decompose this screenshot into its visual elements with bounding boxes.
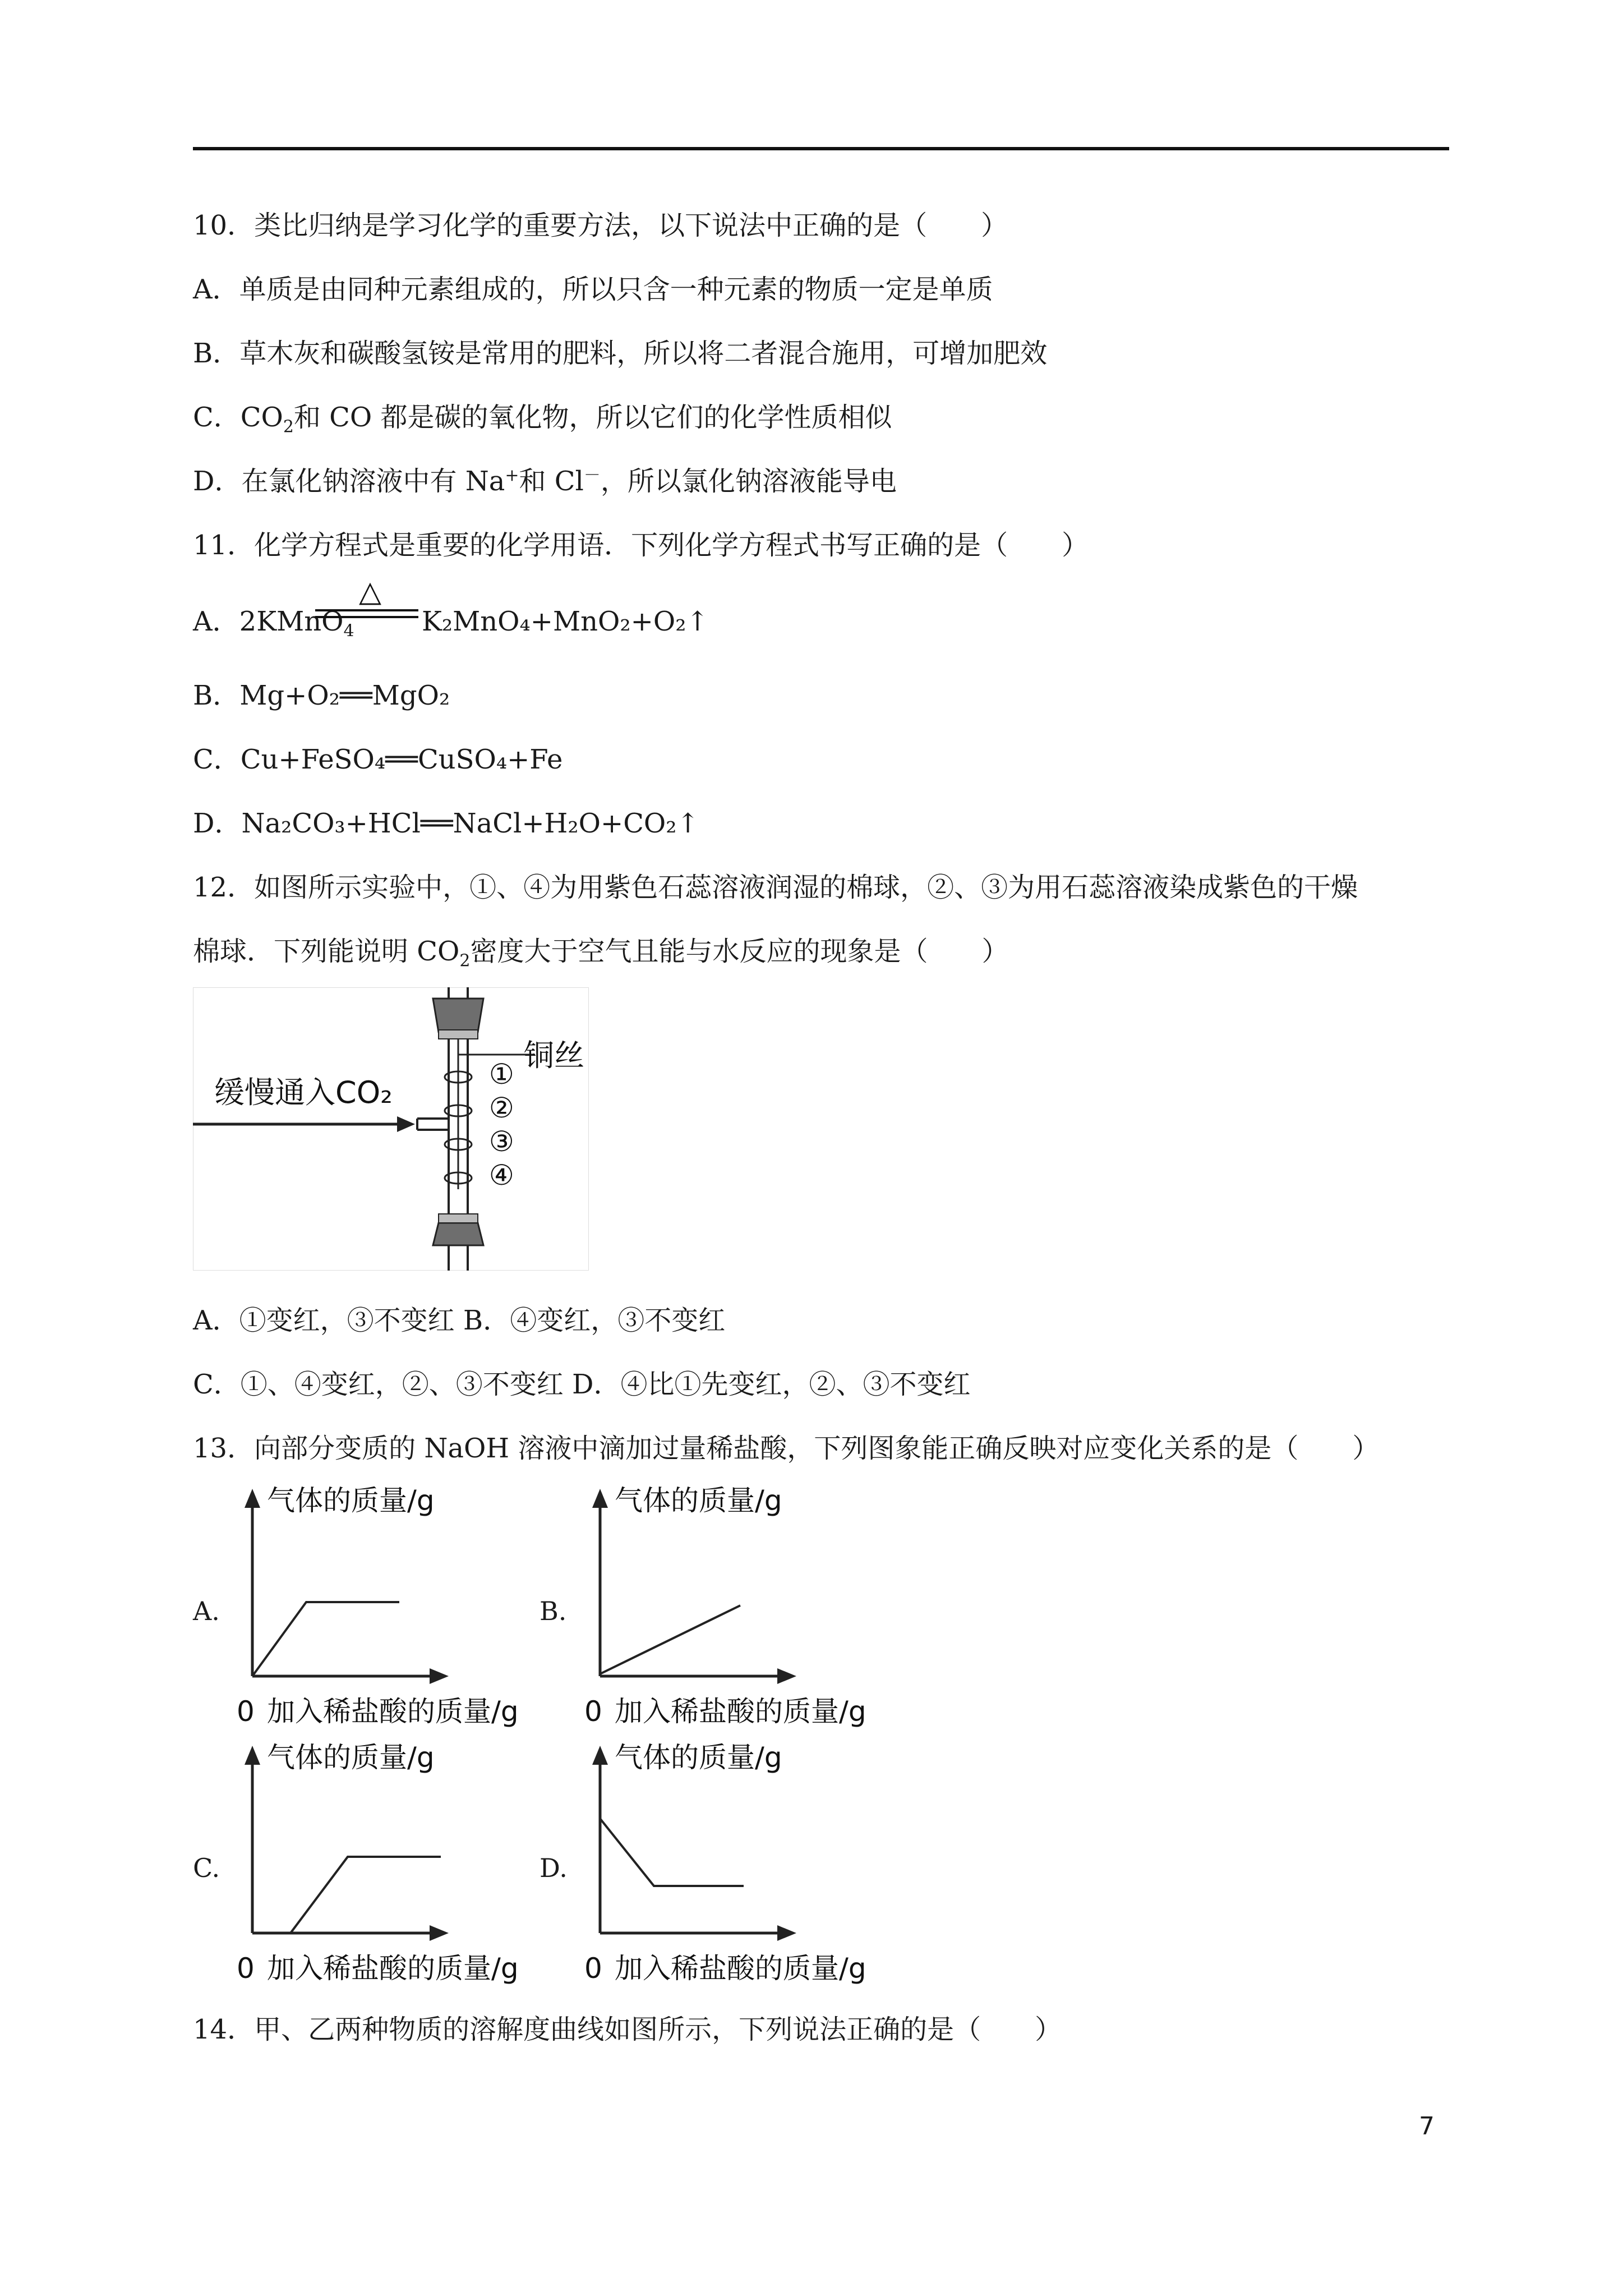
y-axis-label: 气体的质量/g	[267, 1484, 435, 1517]
heating-triangle-icon: △	[359, 575, 381, 609]
q14-stem: 14．甲、乙两种物质的溶解度曲线如图所示，下列说法正确的是（ ）	[193, 2014, 1062, 2045]
origin-label: 0	[584, 1695, 602, 1728]
q13-graph-d	[578, 1738, 880, 1988]
q13-label-a: A.	[193, 1596, 220, 1626]
q13-label-c: C.	[193, 1853, 220, 1883]
x-axis-arrow-icon	[777, 1668, 796, 1684]
y-axis-label: 气体的质量/g	[615, 1741, 782, 1774]
q11-option-d: D．Na₂CO₃+HCl══NaCl+H₂O+CO₂↑	[193, 808, 699, 839]
ball-label-3: ③	[489, 1125, 514, 1158]
origin-label: 0	[237, 1695, 255, 1728]
x-axis-label: 加入稀盐酸的质量/g	[267, 1952, 519, 1985]
q10-option-a: A．单质是由同种元素组成的，所以只含一种元素的物质一定是单质	[193, 274, 993, 305]
q10-stem: 10．类比归纳是学习化学的重要方法，以下说法中正确的是（ ）	[193, 210, 1008, 241]
origin-label: 0	[584, 1952, 602, 1985]
y-axis-arrow-icon	[592, 1489, 608, 1508]
q12-options-ab: A．①变红，③不变红 B．④变红，③不变红	[193, 1305, 726, 1336]
page-number: 7	[1419, 2112, 1435, 2141]
x-axis-label: 加入稀盐酸的质量/g	[267, 1695, 519, 1728]
q13-label-b: B.	[540, 1596, 567, 1626]
q11-option-b: B．Mg+O₂══MgO₂	[193, 680, 450, 711]
header-rule	[193, 147, 1449, 150]
y-axis-label: 气体的质量/g	[267, 1741, 435, 1774]
ball-label-2: ②	[489, 1092, 514, 1124]
y-axis-arrow-icon	[245, 1489, 260, 1508]
ball-label-4: ④	[489, 1159, 514, 1191]
q13-label-d: D.	[540, 1853, 568, 1883]
q12-apparatus-figure	[193, 987, 589, 1271]
q12-stem-line1: 12．如图所示实验中，①、④为用紫色石蕊溶液润湿的棉球，②、③为用石蕊溶液染成紫色的干燥	[193, 872, 1358, 903]
q11-option-a: A．2KMnO$_4$	[193, 606, 354, 641]
q12-stem-line2: 棉球．下列能说明 $CO_2$密度大于空气且能与水反应的现象是（ ）	[193, 936, 1009, 971]
q11-option-a-products: K₂MnO₄+MnO₂+O₂↑	[422, 606, 709, 637]
curve-b	[600, 1605, 740, 1674]
q10-option-b: B．草木灰和碳酸氢铵是常用的肥料，所以将二者混合施用，可增加肥效	[193, 338, 1048, 369]
q11-stem: 11．化学方程式是重要的化学用语．下列化学方程式书写正确的是（ ）	[193, 530, 1089, 561]
x-axis-label: 加入稀盐酸的质量/g	[615, 1695, 866, 1728]
q12-options-cd: C．①、④变红，②、③不变红 D．④比①先变红，②、③不变红	[193, 1369, 971, 1400]
q13-stem: 13．向部分变质的 NaOH 溶液中滴加过量稀盐酸，下列图象能正确反映对应变化关系的是（ ）	[193, 1433, 1380, 1464]
curve-a	[252, 1602, 399, 1676]
q13-graph-b	[578, 1481, 880, 1731]
q13-graph-a	[230, 1481, 533, 1731]
q11-option-c: C．Cu+FeSO₄══CuSO₄+Fe	[193, 744, 563, 775]
wire-label: 铜丝	[524, 1038, 584, 1073]
q10-option-d: D．在氯化钠溶液中有 Na+和 Cl－，所以氯化钠溶液能导电	[193, 466, 897, 497]
inlet-label: 缓慢通入CO₂	[214, 1075, 393, 1110]
x-axis-arrow-icon	[430, 1925, 449, 1941]
q13-graph-c	[230, 1738, 533, 1988]
curve-c	[252, 1857, 441, 1933]
x-axis-label: 加入稀盐酸的质量/g	[615, 1952, 866, 1985]
ball-label-1: ①	[489, 1058, 514, 1091]
q10-option-c: C．$CO_2$和 CO 都是碳的氧化物，所以它们的化学性质相似	[193, 402, 892, 437]
x-axis-arrow-icon	[777, 1925, 796, 1941]
curve-d	[600, 1819, 744, 1886]
y-axis-arrow-icon	[245, 1746, 260, 1765]
origin-label: 0	[237, 1952, 255, 1985]
y-axis-arrow-icon	[592, 1746, 608, 1765]
x-axis-arrow-icon	[430, 1668, 449, 1684]
y-axis-label: 气体的质量/g	[615, 1484, 782, 1517]
q11-a-heating-condition	[314, 572, 426, 634]
